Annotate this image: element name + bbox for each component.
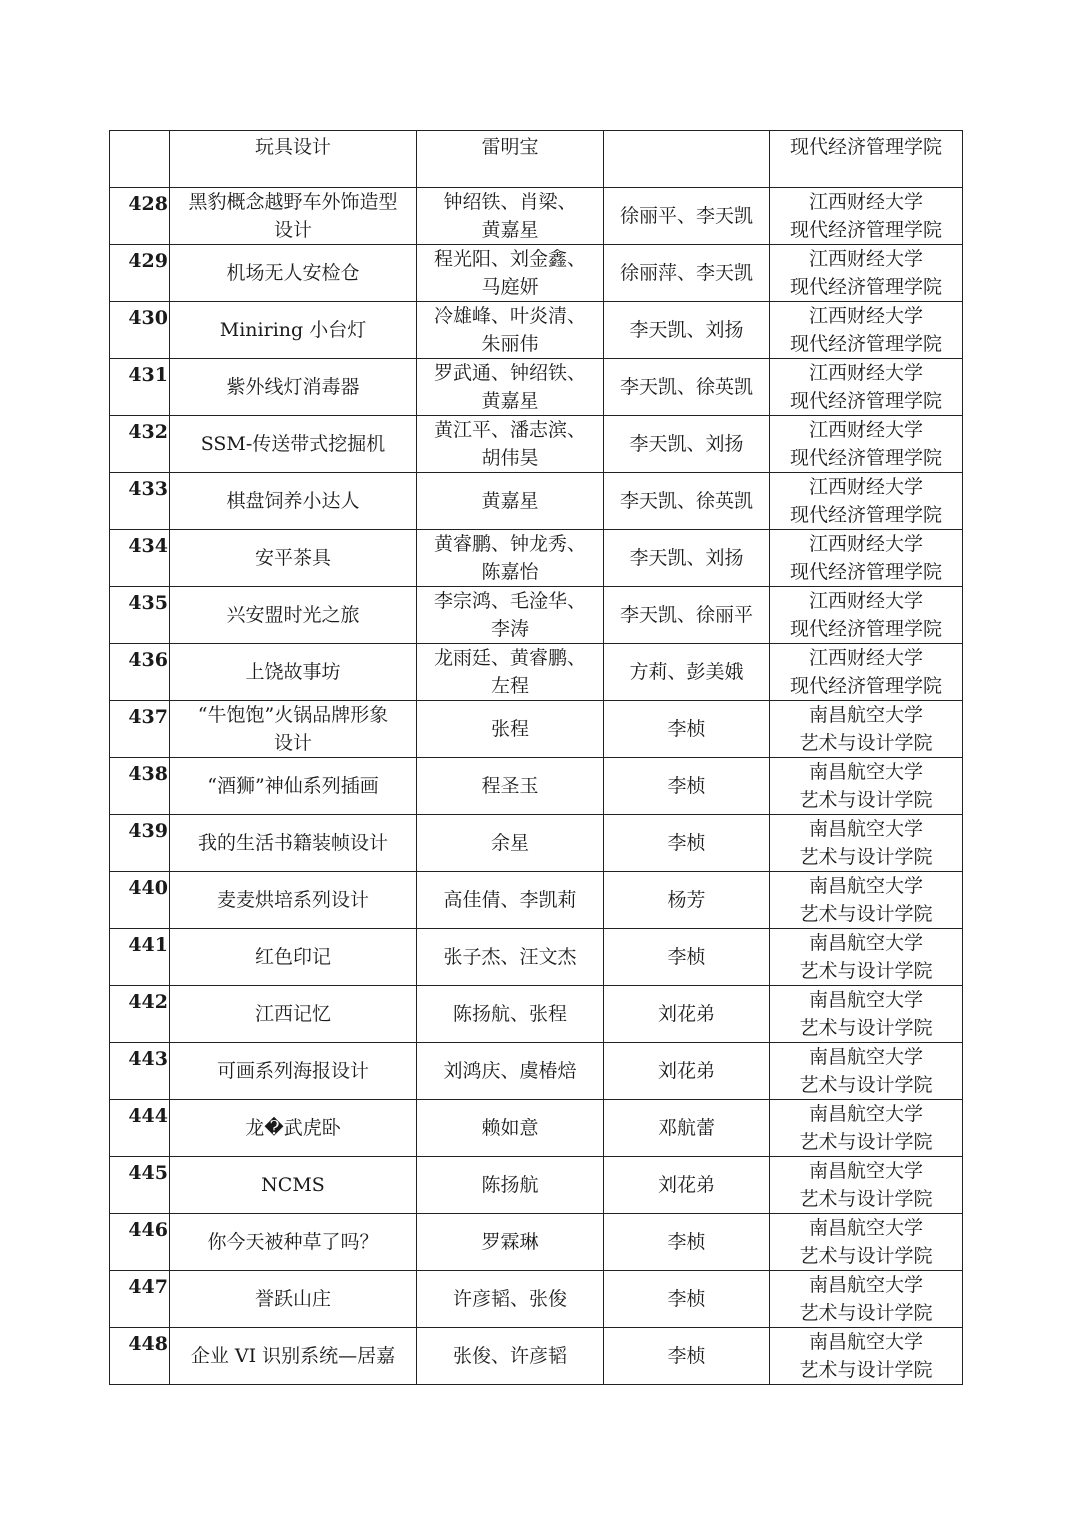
- tutors-cell-line: 李天凯、刘扬: [629, 432, 744, 455]
- row-number-cell: 440: [110, 871, 170, 928]
- authors-cell-line: 罗霖琳: [481, 1230, 539, 1253]
- work-title-cell: [170, 700, 417, 757]
- row-number-cell: 437: [110, 700, 170, 757]
- school-cell-line: 艺术与设计学院: [799, 788, 933, 811]
- tutors-cell: [604, 871, 770, 928]
- work-title-cell-line: SSM-传送带式挖掘机: [200, 432, 386, 455]
- tutors-cell: [604, 643, 770, 700]
- school-cell-line: 艺术与设计学院: [799, 845, 933, 868]
- school-cell-line: 艺术与设计学院: [799, 1130, 933, 1153]
- work-title-cell: [170, 187, 417, 244]
- work-title-cell-line: “酒狮”神仙系列插画: [207, 774, 379, 797]
- table-row: [110, 131, 963, 188]
- school-cell-line: 艺术与设计学院: [799, 1016, 933, 1039]
- authors-cell-line: 黄嘉星: [481, 489, 539, 512]
- row-number-cell: 429: [110, 244, 170, 301]
- work-title-cell-line: 玩具设计: [254, 136, 331, 158]
- authors-cell-line: 程圣玉: [481, 774, 539, 797]
- authors-cell-line: 朱丽伟: [481, 332, 539, 355]
- tutors-cell-line: 李桢: [667, 717, 706, 740]
- work-title-cell-line: 黑豹概念越野车外饰造型: [188, 190, 398, 213]
- work-title-cell-line: 麦麦烘培系列设计: [216, 888, 369, 911]
- row-number-cell: 442: [110, 985, 170, 1042]
- school-cell-line: 南昌航空大学: [808, 760, 923, 783]
- authors-cell-line: 刘鸿庆、虞椿焙: [443, 1059, 577, 1082]
- tutors-cell: [604, 472, 770, 529]
- school-cell-line: 艺术与设计学院: [799, 1244, 933, 1267]
- authors-cell-line: 陈扬航、张程: [452, 1002, 567, 1025]
- row-number-cell: 436: [110, 643, 170, 700]
- authors-cell-line: 高佳倩、李凯莉: [443, 888, 577, 911]
- school-cell-line: 现代经济管理学院: [789, 136, 942, 158]
- work-title-cell-line: 我的生活书籍装帧设计: [197, 831, 388, 854]
- table-row: [110, 1327, 963, 1384]
- work-title-cell-line: 可画系列海报设计: [216, 1059, 369, 1082]
- tutors-cell: [604, 985, 770, 1042]
- work-title-cell-line: “牛饱饱”火锅品牌形象: [197, 703, 389, 726]
- authors-cell: [417, 529, 604, 586]
- school-cell-line: 南昌航空大学: [808, 1216, 923, 1239]
- work-title-cell-line: 紫外线灯消毒器: [226, 375, 360, 398]
- school-cell-line: 江西财经大学: [808, 532, 923, 555]
- authors-cell: [417, 301, 604, 358]
- school-cell: [770, 814, 963, 871]
- authors-cell-line: 黄江平、潘志滨、: [433, 418, 586, 441]
- school-cell: [770, 131, 963, 188]
- tutors-cell-line: 李桢: [667, 945, 706, 968]
- tutors-cell-line: 李天凯、刘扬: [629, 546, 744, 569]
- work-title-cell: [170, 131, 417, 188]
- authors-cell: [417, 131, 604, 188]
- school-cell-line: 艺术与设计学院: [799, 1187, 933, 1210]
- school-cell: [770, 700, 963, 757]
- authors-cell: [417, 358, 604, 415]
- authors-cell-line: 许彦韬、张俊: [452, 1287, 567, 1310]
- tutors-cell-line: 李桢: [667, 831, 706, 854]
- row-number-cell: 430: [110, 301, 170, 358]
- work-title-cell: [170, 1327, 417, 1384]
- authors-cell: [417, 415, 604, 472]
- table-row: [110, 985, 963, 1042]
- work-title-cell-line: 设计: [273, 218, 312, 241]
- school-cell-line: 艺术与设计学院: [799, 902, 933, 925]
- authors-cell: [417, 472, 604, 529]
- table-row: [110, 928, 963, 985]
- work-title-cell-line: 江西记忆: [254, 1002, 331, 1025]
- authors-cell: [417, 1099, 604, 1156]
- table-row: [110, 1099, 963, 1156]
- school-cell-line: 艺术与设计学院: [799, 959, 933, 982]
- school-cell-line: 江西财经大学: [808, 190, 923, 213]
- work-title-cell: [170, 643, 417, 700]
- tutors-cell: [604, 700, 770, 757]
- tutors-cell: [604, 301, 770, 358]
- school-cell: [770, 1270, 963, 1327]
- work-title-cell: [170, 871, 417, 928]
- school-cell-line: 艺术与设计学院: [799, 1301, 933, 1324]
- authors-cell: [417, 985, 604, 1042]
- school-cell: [770, 415, 963, 472]
- authors-cell-line: 冷雄峰、叶炎清、: [433, 304, 586, 327]
- work-title-cell: [170, 529, 417, 586]
- school-cell: [770, 187, 963, 244]
- authors-cell: [417, 244, 604, 301]
- work-title-cell: [170, 757, 417, 814]
- work-title-cell: [170, 301, 417, 358]
- school-cell: [770, 244, 963, 301]
- table-row: [110, 757, 963, 814]
- work-title-cell-line: 安平茶具: [254, 546, 331, 569]
- tutors-cell: [604, 358, 770, 415]
- work-title-cell: [170, 244, 417, 301]
- school-cell: [770, 1156, 963, 1213]
- school-cell: [770, 358, 963, 415]
- table-row: [110, 187, 963, 244]
- table-row: [110, 1042, 963, 1099]
- row-number-cell: 447: [110, 1270, 170, 1327]
- work-title-cell-line: 上饶故事坊: [245, 660, 341, 683]
- row-number-cell: [110, 131, 170, 188]
- work-title-cell: [170, 814, 417, 871]
- school-cell-line: 现代经济管理学院: [789, 446, 942, 469]
- school-cell-line: 南昌航空大学: [808, 1330, 923, 1353]
- tutors-cell: [604, 1099, 770, 1156]
- school-cell-line: 南昌航空大学: [808, 1102, 923, 1125]
- work-title-cell: [170, 586, 417, 643]
- school-cell: [770, 529, 963, 586]
- tutors-cell: [604, 928, 770, 985]
- row-number-cell: 441: [110, 928, 170, 985]
- school-cell-line: 江西财经大学: [808, 304, 923, 327]
- authors-cell-line: 李涛: [490, 617, 529, 640]
- row-number-cell: 444: [110, 1099, 170, 1156]
- tutors-cell-line: 李桢: [667, 1230, 706, 1253]
- school-cell-line: 现代经济管理学院: [789, 503, 942, 526]
- tutors-cell-line: 刘花弟: [657, 1002, 715, 1025]
- work-title-cell-line: 红色印记: [254, 945, 331, 968]
- authors-cell-line: 张俊、许彦韬: [452, 1344, 567, 1367]
- row-number-cell: 445: [110, 1156, 170, 1213]
- table-row: [110, 586, 963, 643]
- authors-cell: [417, 928, 604, 985]
- work-title-cell: [170, 1270, 417, 1327]
- school-cell-line: 南昌航空大学: [808, 874, 923, 897]
- school-cell: [770, 643, 963, 700]
- table-row: [110, 358, 963, 415]
- row-number-cell: 431: [110, 358, 170, 415]
- tutors-cell-line: 李桢: [667, 1287, 706, 1310]
- authors-cell: [417, 187, 604, 244]
- school-cell-line: 江西财经大学: [808, 361, 923, 384]
- table-row: [110, 1213, 963, 1270]
- row-number-cell: 434: [110, 529, 170, 586]
- tutors-cell-line: 方莉、彭美娥: [629, 660, 744, 683]
- tutors-cell: [604, 415, 770, 472]
- tutors-cell: [604, 1213, 770, 1270]
- work-title-cell-line: 兴安盟时光之旅: [226, 603, 360, 626]
- table-row: [110, 1156, 963, 1213]
- authors-cell: [417, 1327, 604, 1384]
- school-cell-line: 江西财经大学: [808, 589, 923, 612]
- school-cell-line: 艺术与设计学院: [799, 1358, 933, 1381]
- school-cell-line: 现代经济管理学院: [789, 332, 942, 355]
- work-title-cell: [170, 358, 417, 415]
- tutors-cell-line: 李天凯、徐英凯: [619, 489, 753, 512]
- authors-cell: [417, 1213, 604, 1270]
- row-number-cell: 448: [110, 1327, 170, 1384]
- authors-cell-line: 黄睿鹏、钟龙秀、: [433, 532, 586, 555]
- school-cell-line: 现代经济管理学院: [789, 617, 942, 640]
- work-title-cell: [170, 928, 417, 985]
- school-cell-line: 艺术与设计学院: [799, 731, 933, 754]
- tutors-cell: [604, 1042, 770, 1099]
- work-title-cell-line: 企业 VI 识别系统—居嘉: [190, 1344, 396, 1367]
- table-row: [110, 472, 963, 529]
- school-cell-line: 南昌航空大学: [808, 1159, 923, 1182]
- table-row: [110, 871, 963, 928]
- authors-cell-line: 李宗鸿、毛淦华、: [433, 589, 586, 612]
- school-cell: [770, 301, 963, 358]
- school-cell: [770, 985, 963, 1042]
- authors-cell-line: 罗武通、钟绍铁、: [433, 361, 586, 384]
- school-cell: [770, 586, 963, 643]
- work-title-cell: [170, 1213, 417, 1270]
- tutors-cell: [604, 814, 770, 871]
- tutors-cell-line: 刘花弟: [657, 1059, 715, 1082]
- authors-cell: [417, 814, 604, 871]
- work-title-cell-line: 龙�武虎卧: [245, 1116, 341, 1139]
- awards-table: [109, 130, 963, 1385]
- tutors-cell: [604, 757, 770, 814]
- row-number-cell: 438: [110, 757, 170, 814]
- school-cell-line: 现代经济管理学院: [789, 218, 942, 241]
- work-title-cell: [170, 1099, 417, 1156]
- work-title-cell: [170, 1156, 417, 1213]
- table-row: [110, 529, 963, 586]
- tutors-cell: [604, 529, 770, 586]
- school-cell-line: 南昌航空大学: [808, 1273, 923, 1296]
- authors-cell-line: 黄嘉星: [481, 389, 539, 412]
- authors-cell-line: 陈嘉怡: [481, 560, 539, 583]
- work-title-cell-line: NCMS: [261, 1173, 325, 1196]
- school-cell-line: 现代经济管理学院: [789, 560, 942, 583]
- authors-cell: [417, 871, 604, 928]
- work-title-cell: [170, 415, 417, 472]
- tutors-cell: [604, 1270, 770, 1327]
- authors-cell: [417, 586, 604, 643]
- work-title-cell-line: 誉跃山庄: [254, 1287, 331, 1310]
- tutors-cell: [604, 244, 770, 301]
- tutors-cell: [604, 586, 770, 643]
- authors-cell: [417, 1270, 604, 1327]
- school-cell-line: 现代经济管理学院: [789, 275, 942, 298]
- school-cell: [770, 871, 963, 928]
- school-cell: [770, 1099, 963, 1156]
- tutors-cell-line: 李天凯、刘扬: [629, 318, 744, 341]
- authors-cell: [417, 757, 604, 814]
- work-title-cell-line: Miniring 小台灯: [219, 318, 367, 341]
- tutors-cell: [604, 1156, 770, 1213]
- authors-cell: [417, 700, 604, 757]
- table-row: [110, 700, 963, 757]
- table-row: [110, 244, 963, 301]
- row-number-cell: 439: [110, 814, 170, 871]
- authors-cell-line: 钟绍铁、肖梁、: [443, 190, 577, 213]
- school-cell: [770, 928, 963, 985]
- row-number-cell: 446: [110, 1213, 170, 1270]
- work-title-cell-line: 机场无人安检仓: [226, 261, 360, 284]
- authors-cell-line: 张程: [490, 717, 529, 740]
- school-cell-line: 江西财经大学: [808, 247, 923, 270]
- school-cell: [770, 1327, 963, 1384]
- authors-cell-line: 龙雨廷、黄睿鹏、: [433, 646, 586, 669]
- authors-cell-line: 马庭妍: [481, 275, 539, 298]
- table-row: [110, 814, 963, 871]
- school-cell: [770, 1213, 963, 1270]
- tutors-cell: [604, 187, 770, 244]
- authors-cell: [417, 1042, 604, 1099]
- table-row: [110, 415, 963, 472]
- authors-cell-line: 黄嘉星: [481, 218, 539, 241]
- tutors-cell-line: 杨芳: [667, 888, 706, 911]
- work-title-cell-line: 棋盘饲养小达人: [226, 489, 360, 512]
- school-cell-line: 现代经济管理学院: [789, 674, 942, 697]
- school-cell: [770, 757, 963, 814]
- table-row: [110, 643, 963, 700]
- school-cell: [770, 1042, 963, 1099]
- row-number-cell: 443: [110, 1042, 170, 1099]
- row-number-cell: 428: [110, 187, 170, 244]
- school-cell-line: 南昌航空大学: [808, 988, 923, 1011]
- table-row: [110, 1270, 963, 1327]
- school-cell-line: 南昌航空大学: [808, 931, 923, 954]
- awards-table-body: [110, 131, 963, 1385]
- school-cell-line: 现代经济管理学院: [789, 389, 942, 412]
- tutors-cell-line: 徐丽萍、李天凯: [619, 261, 753, 284]
- school-cell-line: 南昌航空大学: [808, 703, 923, 726]
- authors-cell-line: 赖如意: [481, 1116, 539, 1139]
- tutors-cell: [604, 1327, 770, 1384]
- school-cell-line: 南昌航空大学: [808, 817, 923, 840]
- tutors-cell-line: 李桢: [667, 774, 706, 797]
- authors-cell-line: 张子杰、汪文杰: [443, 945, 577, 968]
- school-cell-line: 艺术与设计学院: [799, 1073, 933, 1096]
- authors-cell-line: 程光阳、刘金鑫、: [433, 247, 586, 270]
- work-title-cell: [170, 1042, 417, 1099]
- school-cell-line: 南昌航空大学: [808, 1045, 923, 1068]
- work-title-cell: [170, 985, 417, 1042]
- tutors-cell-line: 刘花弟: [657, 1173, 715, 1196]
- authors-cell-line: 雷明宝: [481, 136, 539, 158]
- tutors-cell-line: 李桢: [667, 1344, 706, 1367]
- tutors-cell-line: 邓航蕾: [657, 1116, 715, 1139]
- tutors-cell-line: 李天凯、徐丽平: [619, 603, 753, 626]
- authors-cell-line: 左程: [490, 674, 529, 697]
- authors-cell-line: 余星: [490, 831, 529, 854]
- tutors-cell: [604, 131, 770, 188]
- work-title-cell: [170, 472, 417, 529]
- tutors-cell-line: 李天凯、徐英凯: [619, 375, 753, 398]
- work-title-cell-line: 你今天被种草了吗？: [207, 1230, 379, 1253]
- authors-cell-line: 陈扬航: [481, 1173, 539, 1196]
- tutors-cell-line: 徐丽平、李天凯: [619, 204, 753, 227]
- row-number-cell: 435: [110, 586, 170, 643]
- work-title-cell-line: 设计: [273, 731, 312, 754]
- school-cell-line: 江西财经大学: [808, 475, 923, 498]
- school-cell-line: 江西财经大学: [808, 418, 923, 441]
- authors-cell-line: 胡伟昊: [481, 446, 539, 469]
- authors-cell: [417, 1156, 604, 1213]
- row-number-cell: 432: [110, 415, 170, 472]
- school-cell-line: 江西财经大学: [808, 646, 923, 669]
- authors-cell: [417, 643, 604, 700]
- school-cell: [770, 472, 963, 529]
- row-number-cell: 433: [110, 472, 170, 529]
- table-row: [110, 301, 963, 358]
